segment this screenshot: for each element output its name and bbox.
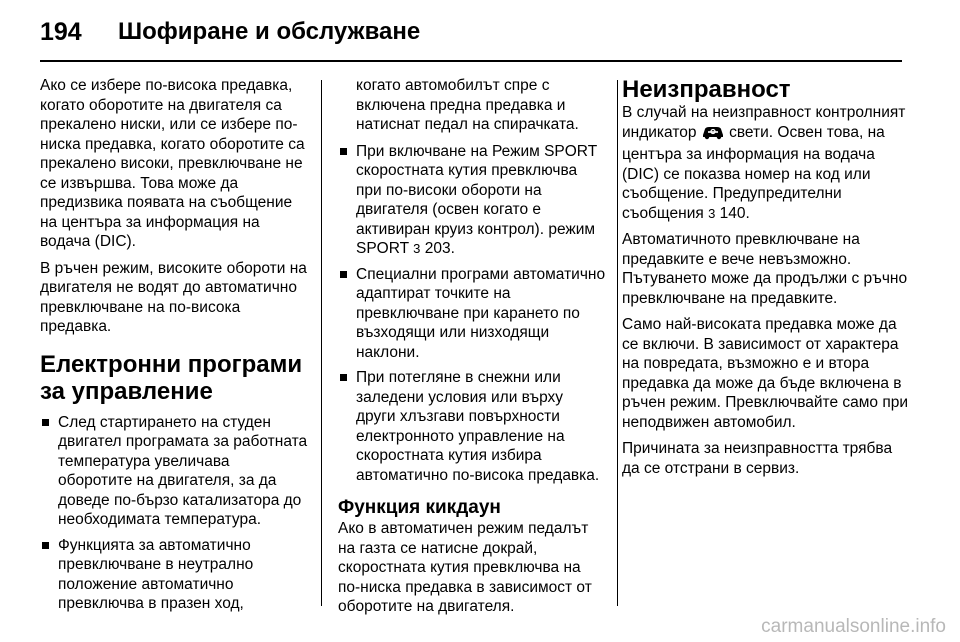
list-item-text: Функцията за автоматично превключване в неутрално положение автоматично превключва в празен ход,	[58, 536, 254, 612]
paragraph: Автоматичното превключване на предавките е вече невъзможно. Пътуването може да продължи с ръчно превключване на предавките.	[622, 231, 908, 307]
list-item	[40, 413, 308, 530]
paragraph: Само най-високата предавка може да се включи. В зависимост от характера на повредата, възможно е и втора предавка да може да бъде включена в ръчен режим. Превключвайте само при неподвижен автомобил.	[622, 316, 909, 431]
paragraph: Ако в автоматичен режим педалът на газта се натисне докрай, скоростната кутия превключва на по-ниска предавка в зависимост от оборотите на двигателя.	[338, 520, 592, 615]
page-reference-link[interactable]: 203.	[424, 240, 455, 257]
bullet-square-icon	[340, 148, 347, 155]
bullet-square-icon	[42, 542, 49, 549]
heading-kickdown: Функция кикдаун	[338, 497, 501, 518]
bullet-list	[338, 142, 606, 486]
paragraph	[622, 103, 914, 223]
car-wrench-icon	[701, 124, 725, 146]
column-divider	[321, 80, 322, 606]
list-item-text: При потегляне в снежни или заледени условия или върху други хлъзгави повърхности електронното управление на скоростната кутия избира автоматично по-висока предавка.	[356, 369, 600, 484]
page-header	[40, 12, 920, 52]
column-3	[622, 76, 914, 485]
heading-malfunction: Неизправност	[622, 76, 791, 103]
heading-electronic-programs: Електронни програми за управление	[40, 350, 303, 405]
paragraph: когато автомобилът спре с включена предна предавка и натиснат педал на спирачката.	[356, 77, 579, 133]
paragraph: В ръчен режим, високите обороти на двигателя не водят до автоматично превключване на по-висока предавка.	[40, 259, 307, 335]
page-reference-icon: 3	[413, 241, 421, 256]
header-rule	[40, 60, 902, 62]
bullet-square-icon	[340, 271, 347, 278]
paragraph: Причината за неизправността трябва да се отстрани в сервиз.	[622, 440, 893, 477]
column-2	[338, 76, 606, 624]
column-1	[40, 76, 308, 620]
bullet-square-icon	[340, 374, 347, 381]
page-reference-icon: 3	[708, 205, 716, 221]
section-title: Шофиране и обслужване	[118, 18, 421, 45]
page-number: 194	[40, 17, 82, 46]
list-item	[338, 368, 606, 485]
list-item	[338, 265, 606, 363]
bullet-square-icon	[42, 419, 49, 426]
bullet-list	[40, 413, 308, 614]
page-reference-link[interactable]: 140.	[719, 204, 750, 222]
paragraph-text: свети. Освен това, на центъра за информация на водача (DIC) се показва номер на код или съобщение. Предупредителни съобщения	[622, 123, 885, 222]
list-item-text: При включване на Режим SPORT скоростната кутия превключва при по-високи обороти на двигателя (освен когато е активиран круиз контрол). режим SPORT	[356, 142, 597, 257]
paragraph-text: В случай на неизправност контролният индикатор	[622, 104, 906, 141]
list-item-text: Специални програми автоматично адаптират точките на превключване при карането по възходящи или низходящи наклони.	[356, 265, 606, 361]
column-divider	[617, 80, 618, 606]
list-item	[338, 142, 606, 259]
list-item-text: След стартирането на студен двигател програмата за работната температура увеличава оборотите на двигателя, за да доведе по-бързо катализатора до необходимата температура.	[58, 413, 308, 528]
paragraph: Ако се избере по-висока предавка, когато оборотите на двигателя са прекалено ниски, или се избере по-ниска предавка, когато оборотите са прекалено високи, превключване не се извършва. Това може да предизвика появата на съобщение на центъра за информация на водача (DIC).	[40, 77, 305, 250]
list-item	[40, 536, 308, 614]
watermark: carmanualsonline.info	[761, 616, 946, 637]
